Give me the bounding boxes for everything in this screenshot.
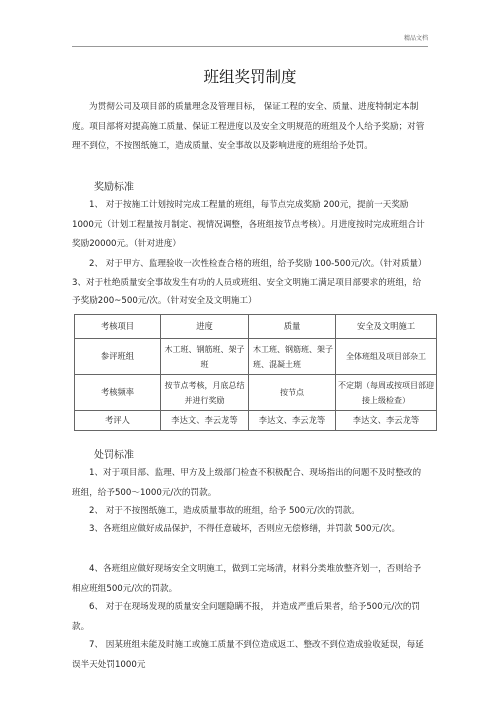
table-cell: 按节点考核，月底总结并进行奖励 [161, 375, 249, 411]
penalty-item-1: 1、对于项目部、监理、甲方及上级部门检查不积极配合、现场指出的问题不及时整改的班组，给予500～1000元/次的罚款。 [72, 468, 422, 498]
reward-item-1: 1、 对于按施工计划按时完成工程量的班组，每节点完成奖励 200元，提前一天奖励1000元（计划工程量按月制定、视情况调整，各班组按节点考核）。月进度按时完成班组合计奖励20000元。（针对进度） [72, 200, 425, 250]
reward-item-3: 3、对于杜绝质量安全事故发生有功的人员或班组、安全文明施工满足项目部要求的班组，给予奖励200~500元/次。（针对安全及文明施工） [72, 278, 422, 306]
table-cell: 李达文、李云龙等 [161, 411, 249, 431]
penalty-item-3: 3、各班组应做好成品保护，不得任意破坏，否则应无偿修缮，并罚款 500元/次。 [89, 524, 401, 534]
table-row [75, 339, 437, 375]
penalty-heading: 处罚标准 [94, 450, 134, 461]
document-title: 班组奖罚制度 [203, 68, 297, 86]
table-header-cell: 安全及文明施工 [336, 315, 437, 339]
table-cell: 李达文、李云龙等 [336, 411, 437, 431]
table-cell: 木工班、钢筋班、架子班、混凝土班 [249, 339, 336, 375]
table-header-cell: 进度 [161, 315, 249, 339]
table-cell: 李达文、李云龙等 [249, 411, 336, 431]
table-cell: 全体班组及项目部杂工 [336, 339, 437, 375]
penalty-item-7: 7、 因某班组未能及时施工或施工质量不到位造成返工、整改不到位造成验收延误，每延误半天处罚1000元 [72, 640, 424, 670]
penalty-item-4: 4、各班组应做好现场安全文明施工，做到工完场清，材料分类堆放整齐划一，否则给予相应班组500元/次的罚款。 [72, 564, 422, 594]
table-header-cell: 考核项目 [75, 315, 161, 339]
intro-paragraph: 为贯彻公司及项目部的质量理念及管理目标， 保证工程的安全、质量、进度特制定本制度。项目部将对提高施工质量、保证工程进度以及安全文明规范的班组及个人给予奖励；对管理不到位，不按图纸施工，造成质量、安全事故以及影响进度的班组给予处罚。 [72, 102, 425, 152]
table-cell: 木工班、钢筋班、架子班 [161, 339, 249, 375]
table-header-cell: 质量 [249, 315, 336, 339]
table-header-row [75, 315, 437, 339]
table-cell: 不定期（每周或按项目部迎接上级检查） [336, 375, 437, 411]
table-cell: 考核频率 [75, 375, 161, 411]
header-label: 精品文档 [403, 35, 428, 42]
penalty-item-6: 6、 对于在现场发现的质量安全问题隐瞒不报， 并造成严重后果者，给予500元/次的罚款。 [72, 602, 421, 632]
table-cell: 按节点 [249, 375, 336, 411]
penalty-item-2: 2、 对于不按图纸施工，造成质量事故的班组，给予 500元/次的罚款。 [89, 506, 360, 516]
reward-item-2: 2、 对于甲方、监理验收一次性检查合格的班组，给予奖励 100-500元/次。（针对质量） [89, 259, 427, 269]
reward-heading: 奖励标准 [94, 182, 134, 193]
evaluation-table [74, 314, 437, 431]
table-cell: 参评班组 [75, 339, 161, 375]
header-divider [72, 46, 428, 47]
table-row [75, 411, 437, 431]
table-cell: 考评人 [75, 411, 161, 431]
table-row [75, 375, 437, 411]
